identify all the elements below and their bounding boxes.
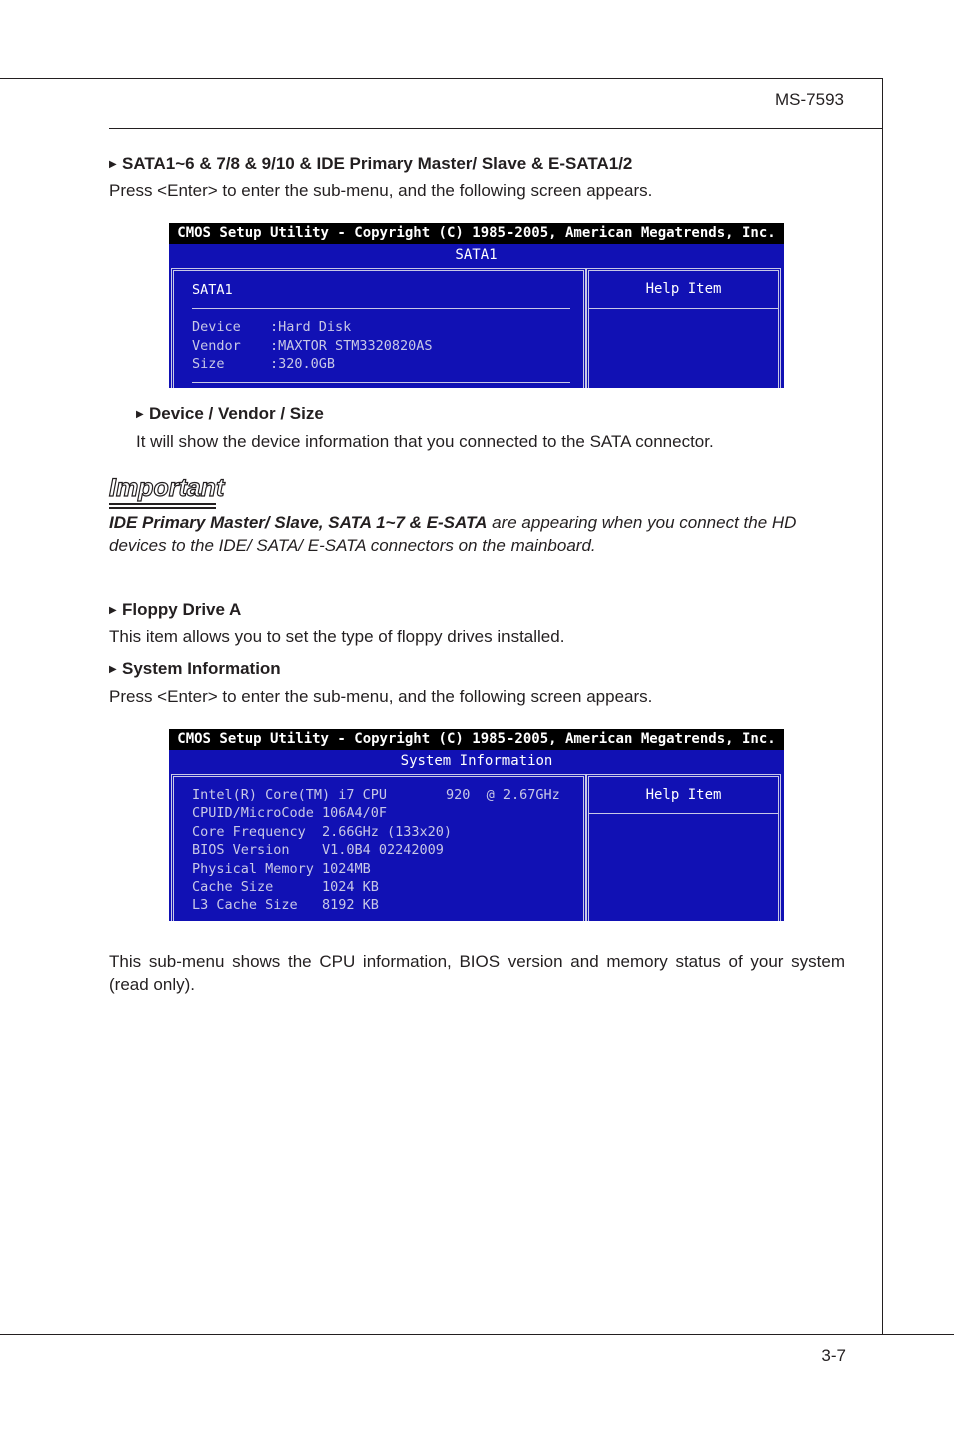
bios-row-key: Intel(R) Core(TM) i7 CPU	[192, 787, 388, 803]
important-rest-text: are appearing when you connect the HD devices to the IDE/ SATA/ E-SATA connectors on the mainboard.	[109, 513, 797, 555]
bullet-triangle-icon: ▶	[109, 664, 117, 675]
bullet-triangle-icon: ▶	[109, 605, 117, 616]
bios-subtitle: SATA1	[455, 247, 498, 263]
important-underline	[109, 503, 216, 505]
bios-row	[192, 786, 560, 804]
device-description: It will show the device information that you connected to the SATA connector.	[136, 432, 714, 451]
bios-row-key: Physical Memory	[192, 861, 314, 877]
bios-row-key: Device	[192, 319, 241, 335]
bullet-triangle-icon: ▶	[136, 409, 144, 420]
bios-help-label: Help Item	[645, 281, 722, 297]
floppy-description: This item allows you to set the type of floppy drives installed.	[109, 627, 565, 646]
bios-subtitle: System Information	[400, 753, 553, 769]
page-edge-rule	[882, 78, 883, 1335]
bios-row-value: 1024 KB	[322, 879, 379, 895]
bios-row-key: BIOS Version	[192, 842, 290, 858]
bios-separator	[192, 382, 570, 383]
bios-help-divider	[589, 308, 778, 309]
bios-row	[192, 355, 335, 373]
bios-row-value: 920 @ 2.67GHz	[446, 787, 560, 803]
bios-row	[192, 841, 444, 859]
bios-title-bar: CMOS Setup Utility - Copyright (C) 1985-2005, American Megatrends, Inc.	[169, 223, 784, 244]
bios-help-divider	[589, 813, 778, 814]
bios-row-value: 8192 KB	[322, 897, 379, 913]
bios-row	[192, 860, 371, 878]
important-bold-text: IDE Primary Master/ Slave, SATA 1~7 & E-SATA	[109, 513, 488, 532]
model-number: MS-7593	[775, 90, 844, 109]
important-underline	[109, 507, 216, 509]
bios-row-key: Vendor	[192, 338, 241, 354]
bios-row	[192, 318, 351, 336]
footer-rule	[0, 1334, 954, 1335]
bios-screen-sysinfo	[169, 729, 784, 921]
sysinfo-heading-text: System Information	[122, 659, 281, 678]
sata-description: Press <Enter> to enter the sub-menu, and the following screen appears.	[109, 181, 653, 200]
bios-title-bar: CMOS Setup Utility - Copyright (C) 1985-2005, American Megatrends, Inc.	[169, 729, 784, 750]
bios-row	[192, 804, 387, 822]
important-text	[109, 511, 849, 557]
bios-row-key: CPUID/MicroCode	[192, 805, 314, 821]
device-heading-text: Device / Vendor / Size	[149, 404, 324, 423]
bios-row-value: V1.0B4 02242009	[322, 842, 444, 858]
bios-row	[192, 878, 379, 896]
header-rule-top	[0, 78, 883, 79]
floppy-heading-text: Floppy Drive A	[122, 600, 242, 619]
sata-heading-text: SATA1~6 & 7/8 & 9/10 & IDE Primary Master/ Slave & E-SATA1/2	[122, 154, 633, 173]
bios-row	[192, 337, 433, 355]
page-number: 3-7	[821, 1346, 846, 1365]
sata-heading	[109, 154, 632, 174]
bios-separator	[192, 308, 570, 309]
bios-help-label: Help Item	[645, 787, 722, 803]
bios-panel-title: SATA1	[192, 282, 233, 298]
sysinfo-description: Press <Enter> to enter the sub-menu, and the following screen appears.	[109, 687, 653, 706]
device-heading	[136, 404, 324, 424]
bios-row-key: L3 Cache Size	[192, 897, 298, 913]
bios-row-value: 1024MB	[322, 861, 371, 877]
floppy-heading	[109, 600, 241, 620]
header-rule-bottom	[109, 128, 883, 129]
important-title: Important	[109, 474, 225, 502]
bios-row-key: Cache Size	[192, 879, 274, 895]
bios-row-value: 2.66GHz (133x20)	[322, 824, 453, 840]
bios-row-key: Size	[192, 356, 225, 372]
bullet-triangle-icon: ▶	[109, 159, 117, 170]
bios-screen-sata1	[169, 223, 784, 388]
bios-row	[192, 823, 452, 841]
bios-row-value: 106A4/0F	[322, 805, 388, 821]
bios-row-value: :MAXTOR STM3320820AS	[270, 338, 433, 354]
bios-row-value: :Hard Disk	[270, 319, 352, 335]
sysinfo-heading	[109, 659, 281, 679]
bios-row	[192, 896, 379, 914]
bios-row-value: :320.0GB	[270, 356, 336, 372]
bios-row-key: Core Frequency	[192, 824, 306, 840]
closing-description: This sub-menu shows the CPU information, BIOS version and memory status of your system (read only).	[109, 952, 845, 994]
